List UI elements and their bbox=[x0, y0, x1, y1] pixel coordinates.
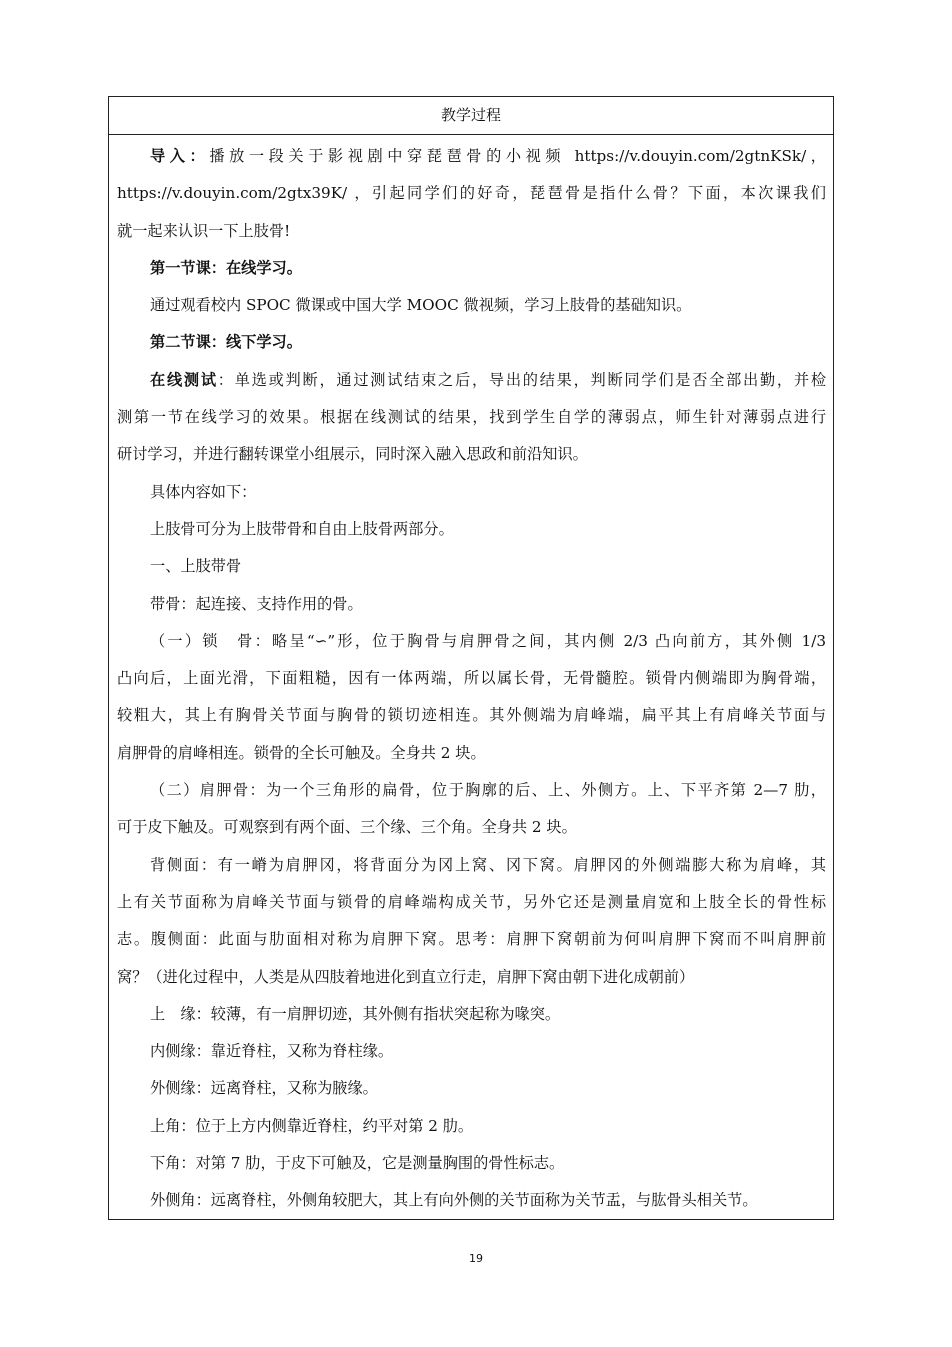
dorsal-line-4: 窝？（进化过程中，人类是从四肢着地进化到直立行走，肩胛下窝由朝下进化成朝前） bbox=[117, 967, 695, 986]
detail-paragraph: 具体内容如下： bbox=[150, 482, 257, 501]
division-paragraph: 上肢骨可分为上肢带骨和自由上肢骨两部分。 bbox=[150, 519, 454, 538]
table-header: 教学过程 bbox=[109, 97, 833, 135]
item-superior-angle: 上角：位于上方内侧靠近脊柱，约平对第 2 肋。 bbox=[150, 1116, 474, 1135]
clavicle-line-4: 肩胛骨的肩峰相连。锁骨的全长可触及。全身共 2 块。 bbox=[117, 743, 486, 762]
clavicle-line-2: 凸向后，上面光滑，下面粗糙，因有一体两端，所以属长骨，无骨髓腔。锁骨内侧端即为胸骨端， bbox=[117, 669, 826, 688]
item-lateral-angle: 外侧角：远离脊柱，外侧角较肥大，其上有向外侧的关节面称为关节盂，与肱骨头相关节。 bbox=[150, 1191, 758, 1210]
online-test-paragraph bbox=[117, 362, 826, 474]
lesson1-heading: 第一节课：在线学习。 bbox=[150, 258, 302, 277]
intro-line-3: 就一起来认识一下上肢骨! bbox=[117, 221, 291, 240]
dorsal-line-3: 志。腹侧面：此面与肋面相对称为肩胛下窝。思考：肩胛下窝朝前为何叫肩胛下窝而不叫肩胛前 bbox=[117, 930, 826, 949]
clavicle-line-3: 较粗大，其上有胸骨关节面与胸骨的锁切迹相连。其外侧端为肩峰端，扁平其上有肩峰关节面与 bbox=[117, 706, 826, 725]
page-number: 19 bbox=[469, 1252, 483, 1265]
section1-heading: 一、上肢带骨 bbox=[150, 557, 242, 576]
intro-line-1: 导入：播放一段关于影视剧中穿琵琶骨的小视频 https://v.douyin.com/2gtnKSk/， bbox=[150, 147, 826, 165]
table-content bbox=[109, 135, 833, 1220]
online-test-label: 在线测试 bbox=[150, 370, 218, 389]
intro-line-2: https://v.douyin.com/2gtx39K/ ，引起同学们的好奇，琵琶骨是指什么骨？下面，本次课我们 bbox=[117, 184, 826, 203]
item-lateral-border: 外侧缘：远离脊柱，又称为腋缘。 bbox=[150, 1079, 378, 1098]
item-superior-border: 上 缘：较薄，有一肩胛切迹，其外侧有指状突起称为喙突。 bbox=[150, 1004, 561, 1023]
girdle-paragraph: 带骨：起连接、支持作用的骨。 bbox=[150, 594, 363, 613]
scapula-paragraph bbox=[117, 772, 826, 847]
online-test-line-3: 研讨学习，并进行翻转课堂小组展示，同时深入融入思政和前沿知识。 bbox=[117, 445, 588, 464]
dorsal-paragraph bbox=[117, 847, 826, 996]
lesson2-heading: 第二节课：线下学习。 bbox=[150, 333, 302, 352]
clavicle-line-1: （一）锁 骨：略呈“∽”形，位于胸骨与肩胛骨之间，其内侧 2/3 凸向前方，其外侧 1/3 bbox=[150, 631, 826, 650]
online-test-line-2: 测第一节在线学习的效果。根据在线测试的结果，找到学生自学的薄弱点，师生针对薄弱点进行 bbox=[117, 408, 826, 427]
item-medial-border: 内侧缘：靠近脊柱，又称为脊柱缘。 bbox=[150, 1042, 393, 1061]
intro-paragraph bbox=[117, 138, 826, 250]
dorsal-line-1: 背侧面：有一嵴为肩胛冈，将背面分为冈上窝、冈下窝。肩胛冈的外侧端膨大称为肩峰，其 bbox=[150, 855, 826, 874]
dorsal-line-2: 上有关节面称为肩峰关节面与锁骨的肩峰端构成关节，另外它还是测量肩宽和上肢全长的骨性标 bbox=[117, 892, 826, 911]
lesson1-text: 通过观看校内 SPOC 微课或中国大学 MOOC 微视频，学习上肢骨的基础知识。 bbox=[150, 296, 692, 315]
online-test-line-1: 在线测试：单选或判断，通过测试结束之后，导出的结果，判断同学们是否全部出勤，并检 bbox=[150, 370, 826, 389]
intro-label: 导入： bbox=[150, 147, 210, 165]
scapula-line-2: 可于皮下触及。可观察到有两个面、三个缘、三个角。全身共 2 块。 bbox=[117, 818, 577, 837]
scapula-line-1: （二）肩胛骨：为一个三角形的扁骨，位于胸廓的后、上、外侧方。上、下平齐第 2—7 肋， bbox=[150, 781, 826, 800]
clavicle-paragraph bbox=[117, 623, 826, 772]
teaching-process-table bbox=[108, 96, 834, 1220]
item-inferior-angle: 下角：对第 7 肋，于皮下可触及，它是测量胸围的骨性标志。 bbox=[150, 1154, 565, 1173]
